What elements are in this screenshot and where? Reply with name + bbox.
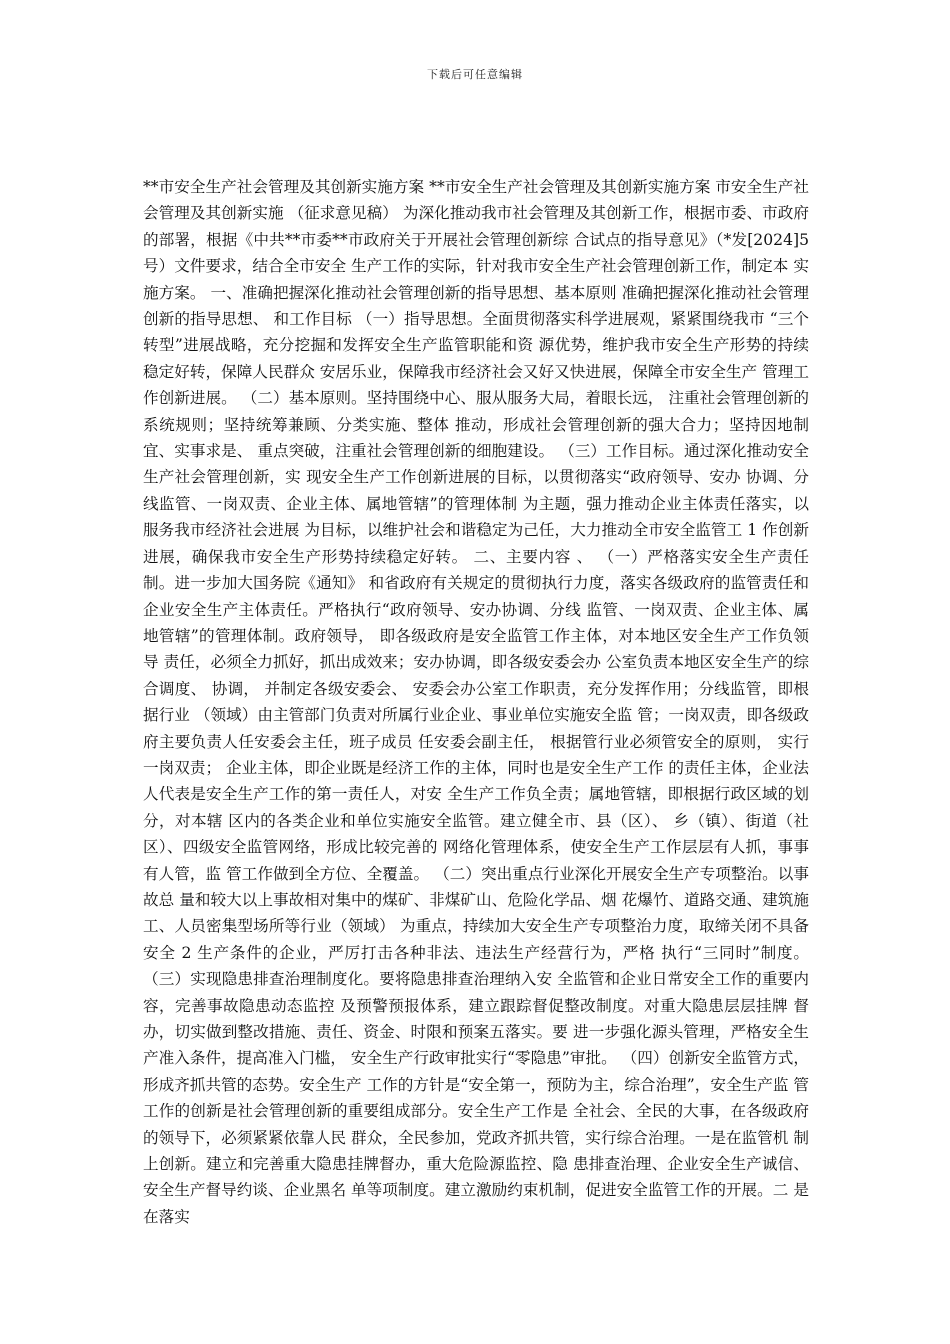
document-body-text: **市安全生产社会管理及其创新实施方案 **市安全生产社会管理及其创新实施方案 市安全生产社会管理及其创新实施 （征求意见稿） 为深化推动我市社会管理及其创新工作，根据市委、市政府 的部署，根据《中共**市委**市政府关于开展社会管理创新综 合试点的指导意见》（*发[2024]5 号）文件要求，结合全市安全 生产工作的实际，针对我市安全生产社会管理创新工作，制定本 实施方案。 一、准确把握深化推动社会管理创新的指导思想、基本原则 准确把握深化推动社会管理创新的指导思想、 和工作目标 （一）指导思想。全面贯彻落实科学进展观，紧紧围绕我市 “三个转型”进展战略，充分挖掘和发挥安全生产监管职能和资 源优势，维护我市安全生产形势的持续稳定好转，保障人民群众 安居乐业，保障我市经济社会又好又快进展，保障全市安全生产 管理工作创新进展。 （二）基本原则。坚持围绕中心、服从服务大局，着眼长远， 注重社会管理创新的系统规则；坚持统筹兼顾、分类实施、整体 推动，形成社会管理创新的强大合力；坚持因地制宜、实事求是、 重点突破，注重社会管理创新的细胞建设。 （三）工作目标。通过深化推动安全生产社会管理创新，实 现安全生产工作创新进展的目标，以贯彻落实“政府领导、安办 协调、分线监管、一岗双责、企业主体、属地管辖”的管理体制 为主题，强力推动企业主体责任落实，以服务我市经济社会进展 为目标，以维护社会和谐稳定为己任，大力推动全市安全监管工 1 作创新进展，确保我市安全生产形势持续稳定好转。 二、主要内容 、 （一）严格落实安全生产责任制。进一步加大国务院《通知》 和省政府有关规定的贯彻执行力度，落实各级政府的监管责任和 企业安全生产主体责任。严格执行“政府领导、安办协调、分线 监管、一岗双责、企业主体、属地管辖”的管理体制。政府领导， 即各级政府是安全监管工作主体，对本地区安全生产工作负领导 责任，必须全力抓好，抓出成效来；安办协调，即各级安委会办 公室负责本地区安全生产的综合调度、 协调， 并制定各级安委会、 安委会办公室工作职责，充分发挥作用；分线监管，即根据行业 （领域）由主管部门负责对所属行业企业、事业单位实施安全监 管；一岗双责，即各级政府主要负责人任安委会主任，班子成员 任安委会副主任， 根据管行业必须管安全的原则， 实行一岗双责； 企业主体，即企业既是经济工作的主体，同时也是安全生产工作 的责任主体，企业法人代表是安全生产工作的第一责任人，对安 全生产工作负全责；属地管辖，即根据行政区域的划分，对本辖 区内的各类企业和单位实施安全监管。建立健全市、县（区）、 乡（镇）、街道（社区）、四级安全监管网络，形成比较完善的 网络化管理体系，使安全生产工作层层有人抓，事事有人管，监 管工作做到全方位、全覆盖。 （二）突出重点行业深化开展安全生产专项整治。以事故总 量和较大以上事故相对集中的煤矿、非煤矿山、危险化学品、烟 花爆竹、道路交通、建筑施工、人员密集型场所等行业（领域） 为重点，持续加大安全生产专项整治力度，取缔关闭不具备安全 2 生产条件的企业，严厉打击各种非法、违法生产经营行为，严格 执行“三同时”制度。 （三）实现隐患排查治理制度化。要将隐患排查治理纳入安 全监管和企业日常安全工作的重要内容，完善事故隐患动态监控 及预警预报体系，建立跟踪督促整改制度。对重大隐患层层挂牌 督办，切实做到整改措施、责任、资金、时限和预案五落实。要 进一步强化源头管理，严格安全生产准入条件，提高准入门槛， 安全生产行政审批实行“零隐患”审批。 （四）创新安全监管方式，形成齐抓共管的态势。安全生产 工作的方针是“安全第一，预防为主，综合治理”，安全生产监 管工作的创新是社会管理创新的重要组成部分。安全生产工作是 全社会、全民的大事，在各级政府的领导下，必须紧紧依靠人民 群众，全民参加，党政齐抓共管，实行综合治理。一是在监管机 制上创新。建立和完善重大隐患挂牌督办，重大危险源监控、隐 患排查治理、企业安全生产诚信、安全生产督导约谈、企业黑名 单等项制度。建立激励约束机制，促进安全监管工作的开展。二 是在落实 bbox=[143, 178, 809, 1226]
page-header-note: 下载后可任意编辑 bbox=[427, 68, 523, 81]
